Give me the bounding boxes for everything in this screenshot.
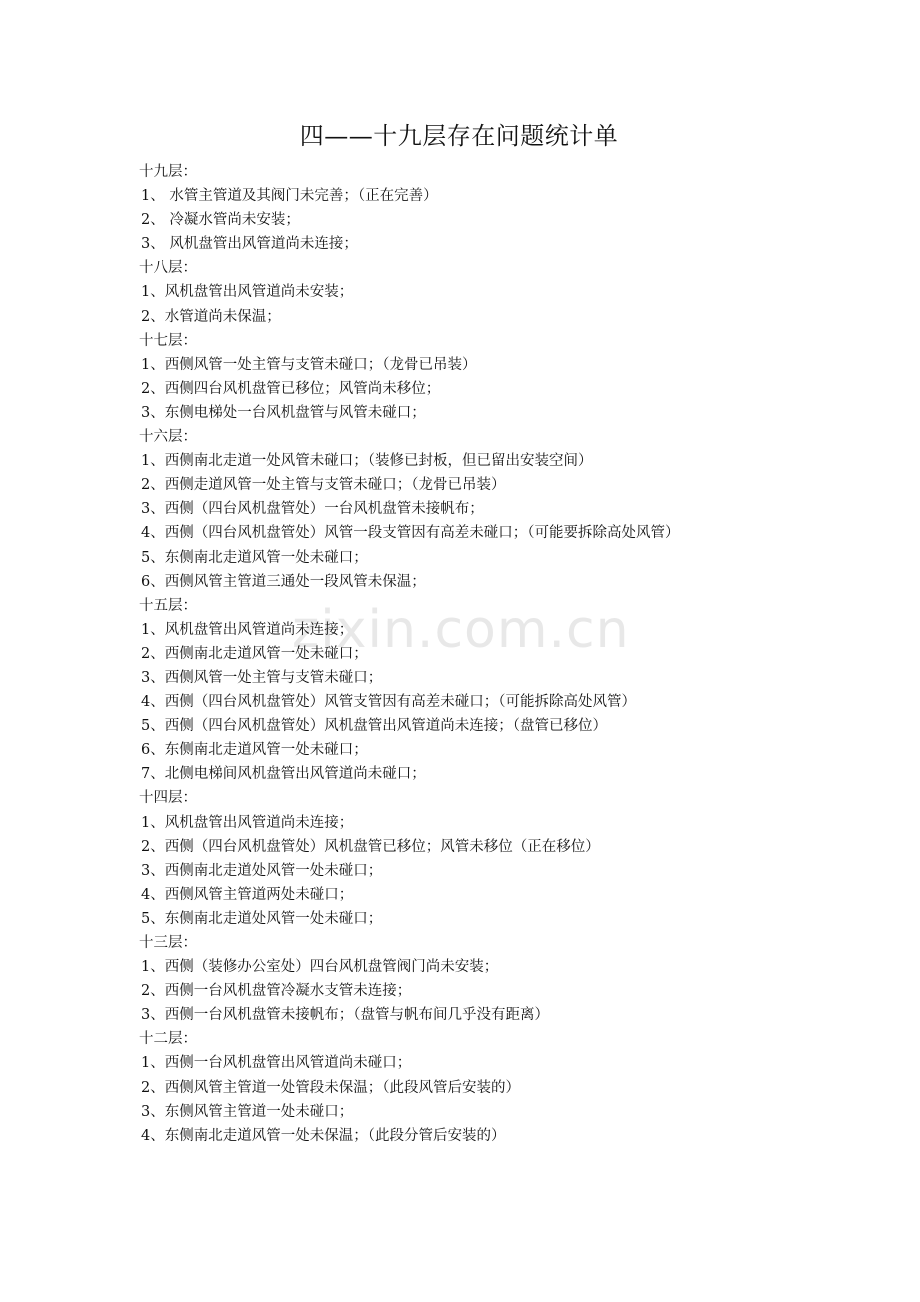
issue-item: 2、水管道尚未保温； [141,308,281,325]
floor-heading: 十五层： [139,597,197,614]
floor-heading: 十四层： [139,790,197,807]
issue-item: 7、北侧电梯间风机盘管出风管道尚未碰口； [141,766,426,783]
document-body [139,118,779,1148]
issue-item: 4、西侧风管主管道两处未碰口； [141,886,354,903]
issue-item: 5、东侧南北走道风管一处未碰口； [141,549,368,566]
issue-item: 4、西侧（四台风机盘管处）风管一段支管因有高差未碰口；（可能要拆除高处风管） [141,525,680,542]
floor-heading: 十八层： [139,260,197,277]
issue-item: 6、东侧南北走道风管一处未碰口； [141,742,368,759]
issue-item: 1、西侧南北走道一处风管未碰口；（装修已封板，但已留出安装空间） [141,453,593,470]
document-title: 四——十九层存在问题统计单 [299,122,619,150]
issue-item: 4、东侧南北走道风管一处未保温；（此段分管后安装的） [141,1127,506,1144]
issue-item: 1、西侧（装修办公室处）四台风机盘管阀门尚未安装； [141,959,499,976]
issue-item: 2、西侧风管主管道一处管段未保温；（此段风管后安装的） [141,1079,520,1096]
floor-heading: 十三层： [139,935,197,951]
issue-item: 3、西侧风管一处主管与支管未碰口； [141,669,383,686]
issue-item: 1、风机盘管出风管道尚未连接； [141,621,354,638]
issue-item: 5、东侧南北走道处风管一处未碰口； [141,910,383,927]
floor-heading: 十七层： [139,332,197,349]
issue-item: 3、西侧（四台风机盘管处）一台风机盘管未接帆布； [141,501,484,518]
issue-item: 2、西侧一台风机盘管冷凝水支管未连接； [141,983,412,1000]
issue-item: 2、西侧四台风机盘管已移位；风管尚未移位； [141,380,441,397]
issue-item: 2、西侧南北走道风管一处未碰口； [141,645,368,662]
issue-item: 3、 风机盘管出风管道尚未连接； [141,236,358,253]
issue-item: 1、西侧风管一处主管与支管未碰口；（龙骨已吊装） [141,356,477,373]
issue-item: 5、西侧（四台风机盘管处）风机盘管出风管道尚未连接；（盘管已移位） [141,718,607,735]
floor-heading: 十六层： [139,429,197,446]
issue-list [139,160,779,1148]
issue-item: 2、西侧（四台风机盘管处）风机盘管已移位；风管未移位（正在移位） [141,838,600,855]
issue-item: 2、西侧走道风管一处主管与支管未碰口；（龙骨已吊装） [141,477,506,494]
issue-item: 3、西侧一台风机盘管未接帆布；（盘管与帆布间几乎没有距离） [141,1007,549,1024]
issue-item: 1、 水管主管道及其阀门未完善；（正在完善） [141,188,438,205]
issue-item: 1、风机盘管出风管道尚未安装； [141,284,354,301]
issue-item: 1、西侧一台风机盘管出风管道尚未碰口； [141,1055,412,1072]
issue-item: 3、西侧南北走道处风管一处未碰口； [141,862,383,879]
issue-item: 1、风机盘管出风管道尚未连接； [141,814,354,831]
issue-item: 6、西侧风管主管道三通处一段风管未保温； [141,573,426,590]
watermark: zixin.com.cn [292,600,630,660]
issue-item: 2、 冷凝水管尚未安装； [141,212,300,229]
floor-heading: 十九层： [139,164,197,180]
issue-item: 3、东侧电梯处一台风机盘管与风管未碰口； [141,404,426,421]
issue-item: 3、东侧风管主管道一处未碰口； [141,1103,354,1120]
issue-item: 4、西侧（四台风机盘管处）风管支管因有高差未碰口；（可能拆除高处风管） [141,694,636,711]
floor-heading: 十二层： [139,1031,197,1048]
